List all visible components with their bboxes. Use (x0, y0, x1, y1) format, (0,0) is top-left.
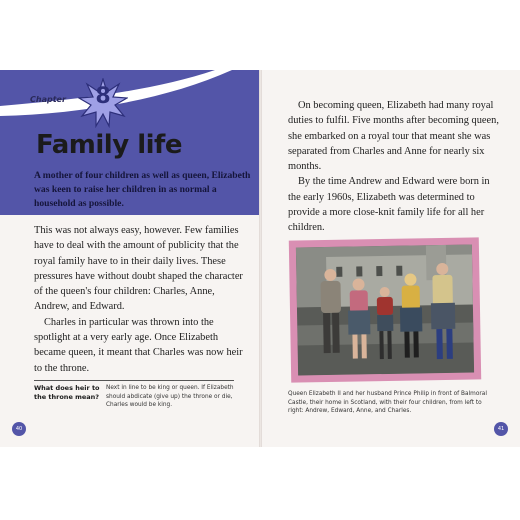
left-body-text (34, 223, 244, 376)
chapter-intro: A mother of four children as well as queen, Elizabeth was keen to raise her children in as normal a household as possible. (34, 170, 251, 209)
chapter-label: Chapter (30, 95, 66, 104)
glossary-divider (34, 380, 234, 381)
book-gutter (259, 70, 262, 447)
family-photo-illustration (296, 244, 474, 375)
paragraph: By the time Andrew and Edward were born in the early 1960s, Elizabeth was determined to provide a more close-knit family life for all her children. (288, 176, 490, 234)
chapter-title: Family life (36, 130, 182, 160)
photo-frame (289, 237, 481, 382)
book-spread (0, 70, 520, 447)
glossary-definition: Next in line to be king or queen. If Elizabeth should abdicate (give up) the throne or die, Charles would be king. (106, 385, 234, 408)
right-body-text (288, 98, 500, 236)
page-number-left: 40 (12, 422, 26, 436)
paragraph: Charles in particular was thrown into the spotlight at a very early age. Once Elizabeth became queen, it meant that Charles was now heir to the throne. (34, 316, 243, 374)
photo-caption: Queen Elizabeth II and her husband Prince Philip in front of Balmoral Castle, their home in Scotland, with their four children, from left to right: Andrew, Edward, Anne, and Charles. (288, 391, 487, 414)
paragraph: On becoming queen, Elizabeth had many royal duties to fulfil. Five months after becoming queen, she embarked on a royal tour that meant she was separated from Charles and Anne for nearly six months. (288, 100, 499, 173)
chapter-header (0, 70, 259, 215)
family-photo (296, 244, 474, 375)
paragraph: This was not always easy, however. Few families have to deal with the amount of publicity that the royal family have to in their daily lives. These pressures have without doubt shaped the character of the queen's four children: Charles, Anne, Andrew, and Edward. (34, 225, 243, 313)
chapter-number: 8 (95, 84, 111, 109)
page-number-right: 41 (494, 422, 508, 436)
glossary-term: What does heir to the throne mean? (34, 384, 100, 401)
